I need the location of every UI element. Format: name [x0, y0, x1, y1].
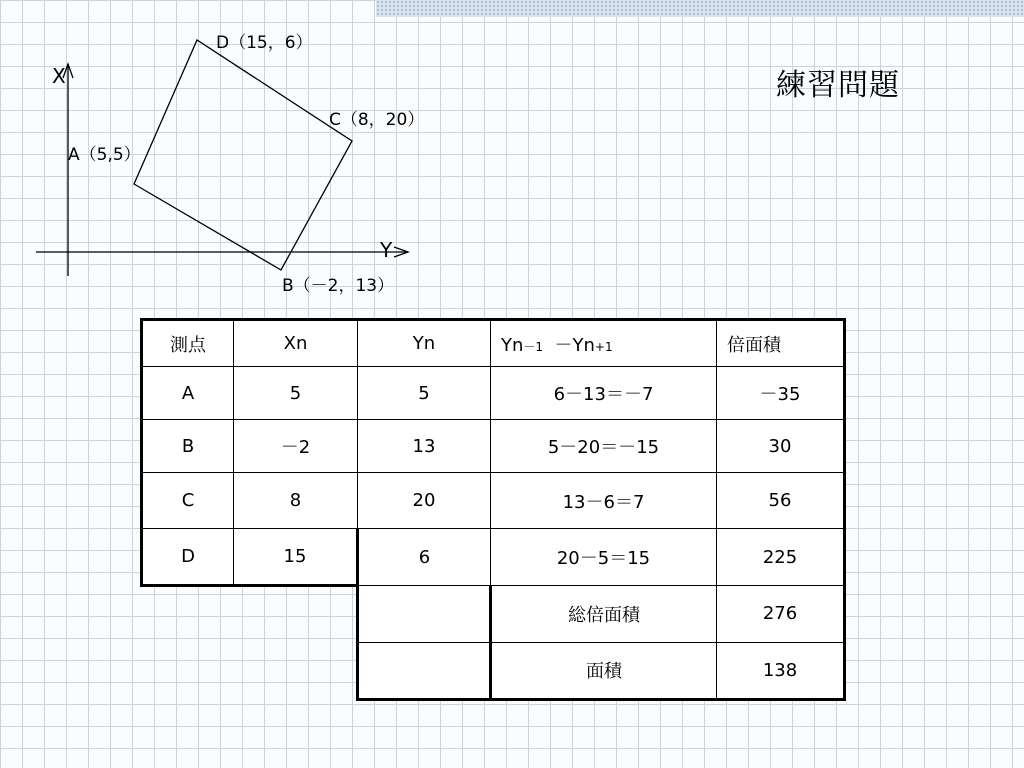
cell-station: A — [142, 367, 234, 420]
cell-yn: 5 — [358, 367, 491, 420]
table-row — [142, 473, 845, 529]
header-diff-mid: －Yn — [543, 334, 595, 356]
cell-xn: －2 — [234, 420, 358, 473]
header-decoration-band — [376, 0, 1024, 17]
summary-value: 138 — [717, 642, 845, 699]
cell-diff: 5－20＝－15 — [491, 420, 717, 473]
cell-yn: 20 — [358, 473, 491, 529]
page-title: 練習問題 — [776, 68, 900, 103]
cell-xn: 15 — [234, 529, 358, 586]
table-row — [142, 420, 845, 473]
parcel-polygon — [134, 40, 352, 270]
cell-diff: 20－5＝15 — [491, 529, 717, 586]
cell-double-area: 30 — [717, 420, 845, 473]
summary-value: 276 — [717, 586, 845, 643]
cell-double-area: 225 — [717, 529, 845, 586]
summary-label: 総倍面積 — [491, 586, 717, 643]
cell-xn: 5 — [234, 367, 358, 420]
cell-station: B — [142, 420, 234, 473]
cell-yn: 13 — [358, 420, 491, 473]
cell-station: C — [142, 473, 234, 529]
summary-row-total — [142, 586, 845, 643]
header-coordinate-difference — [491, 320, 717, 367]
summary-blank-cell — [358, 642, 491, 699]
cell-double-area: －35 — [717, 367, 845, 420]
point-d-label: D（15，6） — [216, 33, 313, 53]
header-diff-sub2: +1 — [594, 339, 613, 354]
point-b-label: B（－2，13） — [282, 276, 395, 296]
y-axis-label: Y — [380, 238, 393, 262]
table-header-row — [142, 320, 845, 367]
table-row — [142, 529, 845, 586]
x-axis-label: X — [52, 64, 66, 88]
header-station: 測点 — [142, 320, 234, 367]
summary-label: 面積 — [491, 642, 717, 699]
survey-traverse-diagram — [0, 0, 460, 310]
area-calculation-table — [140, 318, 846, 701]
header-xn: Xn — [234, 320, 358, 367]
cell-xn: 8 — [234, 473, 358, 529]
cell-diff: 13－6＝7 — [491, 473, 717, 529]
cell-yn: 6 — [358, 529, 491, 586]
header-yn: Yn — [358, 320, 491, 367]
cell-double-area: 56 — [717, 473, 845, 529]
table-row — [142, 367, 845, 420]
header-diff-main: Yn — [501, 334, 524, 356]
cell-diff: 6－13＝－7 — [491, 367, 717, 420]
summary-blank-cell — [358, 586, 491, 643]
header-double-area: 倍面積 — [717, 320, 845, 367]
header-diff-sub1: －1 — [523, 339, 544, 354]
summary-row-area — [142, 642, 845, 699]
point-a-label: A（5,5） — [68, 145, 141, 165]
point-c-label: C（8，20） — [329, 110, 425, 130]
cell-station: D — [142, 529, 234, 586]
